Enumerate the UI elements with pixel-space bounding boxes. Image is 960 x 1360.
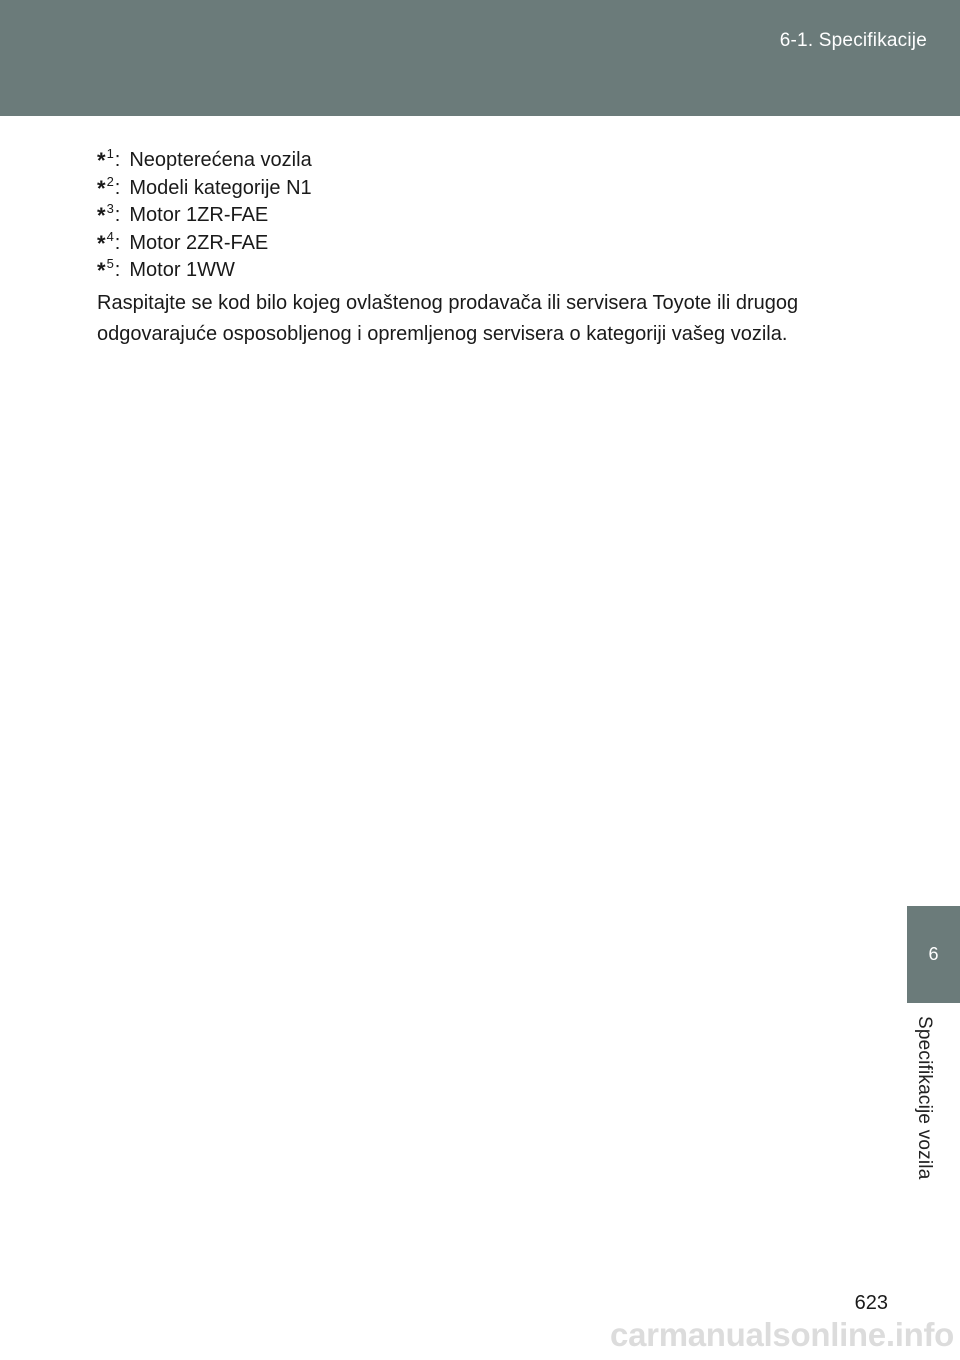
footnote-item: * 2 : Modeli kategorije N1 [97,173,877,201]
watermark: carmanualsonline.info [610,1316,954,1353]
footnote-marker: * [97,230,106,256]
footnote-marker: * [97,258,106,283]
footnote-item: * 5 : Motor 1WW [97,255,877,283]
footnote-number: 4 [106,228,114,244]
footnote-number: 5 [106,256,114,271]
footnote-text: Modeli kategorije N1 [129,176,312,199]
footnote-item: * 1 : Neopterećena vozila [97,145,877,173]
section-title: 6-1. Specifikacije [779,30,927,51]
footnote-text: Motor 1WW [129,259,235,281]
footnote-marker: * [97,203,106,228]
chapter-number: 6 [928,944,939,964]
footnote-text: Neopterećena vozila [129,149,312,171]
footnote-number: 1 [106,146,114,161]
chapter-tab [907,906,960,1003]
chapter-label: Specifikacije vozila [914,1016,935,1180]
footnote-number: 2 [106,173,114,189]
footnote-marker: * [97,148,106,173]
footnote-marker: * [97,175,106,201]
footnote-list [97,145,877,283]
page-number: 623 [854,1292,888,1314]
footnote-text: Motor 2ZR-FAE [129,231,269,254]
header-band [0,0,960,116]
footnote-number: 3 [106,201,114,216]
footnote-item: * 4 : Motor 2ZR-FAE [97,228,877,256]
body-paragraph: Raspitajte se kod bilo kojeg ovlaštenog prodavača ili servisera Toyote ili drugog odgovarajuće osposobljenog i opremljenog servisera o kategoriji vašeg vozila. [97,292,799,345]
footnote-item: * 3 : Motor 1ZR-FAE [97,200,877,228]
footnote-text: Motor 1ZR-FAE [129,204,269,226]
